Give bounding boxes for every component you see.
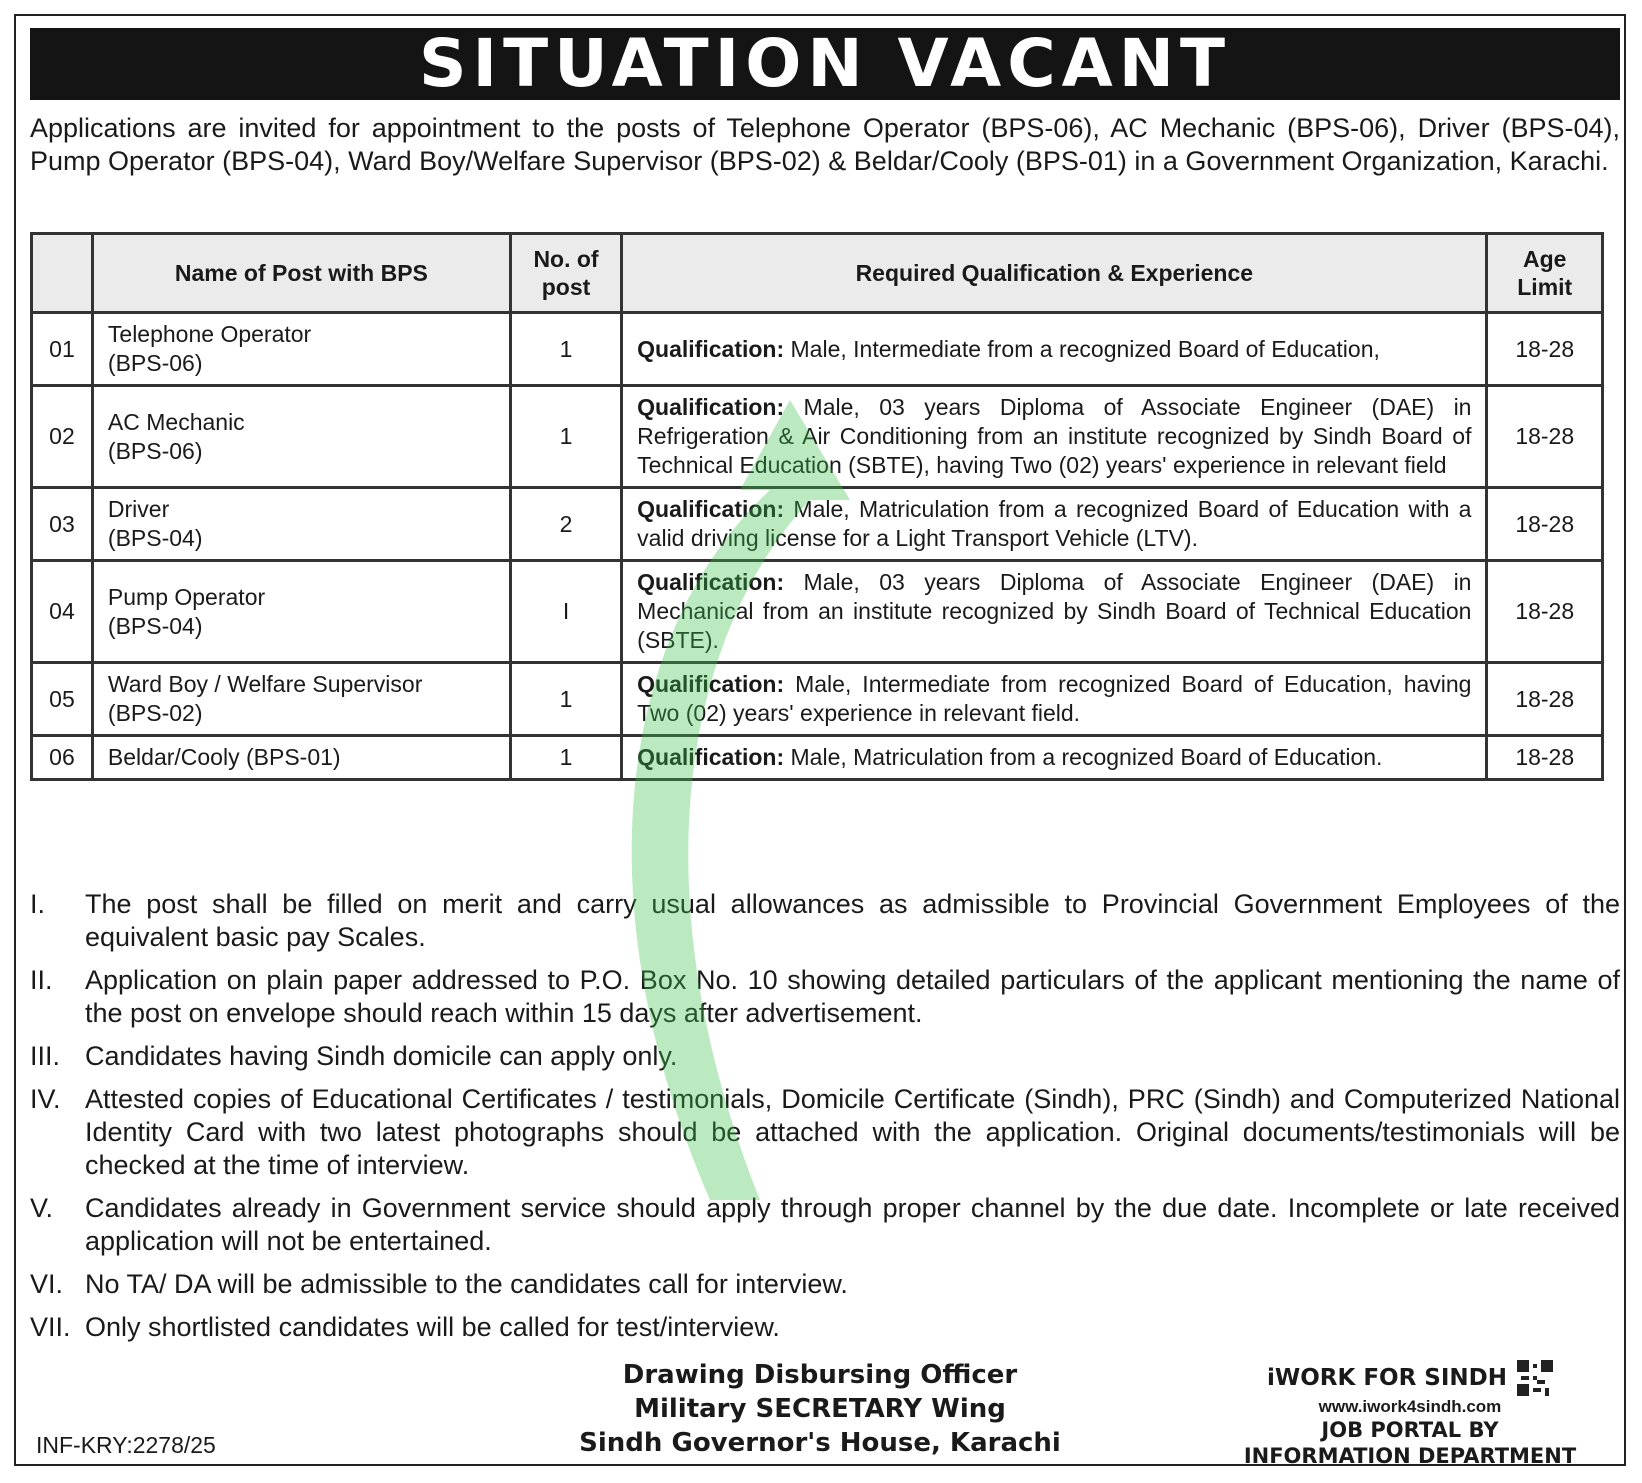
signoff-block (520, 1358, 1120, 1460)
header-sno (32, 234, 93, 313)
qualification-cell (622, 488, 1487, 561)
post-count: 1 (510, 386, 621, 488)
age-limit: 18-28 (1487, 313, 1603, 386)
post-count: 1 (510, 313, 621, 386)
post-cell (92, 561, 510, 663)
note-text: Application on plain paper addressed to P.O. Box No. 10 showing detailed particulars of the applicant mentioning the name of the post on envelope should reach within 15 days after advertisement. (85, 965, 1620, 1028)
qualification-cell (622, 663, 1487, 736)
post-count: 2 (510, 488, 621, 561)
row-number: 02 (32, 386, 93, 488)
post-count: 1 (510, 736, 621, 780)
post-bps: (BPS-02) (107, 700, 203, 726)
age-limit: 18-28 (1487, 663, 1603, 736)
portal-brand-text: iWORK FOR SINDH (1266, 1365, 1508, 1391)
note-text: No TA/ DA will be admissible to the candidates call for interview. (85, 1269, 848, 1299)
post-cell (92, 386, 510, 488)
note-number: III. (30, 1041, 61, 1071)
qualification-text: Male, Matriculation from a recognized Board of Education with a valid driving license for a Light Transport Vehicle (LTV). (637, 496, 1472, 551)
post-name: Driver (107, 496, 170, 522)
note-number: VI. (30, 1269, 64, 1299)
signoff-address: Sindh Governor's House, Karachi (579, 1428, 1061, 1458)
portal-url: www.iwork4sindh.com (1318, 1397, 1502, 1416)
table-row (32, 561, 1603, 663)
post-bps: (BPS-06) (107, 350, 203, 376)
row-number: 01 (32, 313, 93, 386)
post-cell (92, 663, 510, 736)
list-item (30, 1083, 1620, 1182)
qualification-text: Male, Intermediate from a recognized Board of Education, (790, 335, 1380, 362)
signoff-wing: Military SECRETARY Wing (634, 1394, 1006, 1424)
title-banner (30, 25, 1620, 102)
signoff-officer: Drawing Disbursing Officer (622, 1360, 1018, 1390)
table-row (32, 386, 1603, 488)
qualification-text: Male, 03 years Diploma of Associate Engineer (DAE) in Mechanical from an institute recognized by Sindh Board of Technical Education (SBTE). (637, 569, 1472, 653)
note-text: Candidates already in Government service should apply through proper channel by the due date. Incomplete or late received application will not be entertained. (85, 1193, 1620, 1256)
qr-code-icon (1517, 1360, 1553, 1396)
note-number: VII. (30, 1312, 71, 1342)
table-row (32, 488, 1603, 561)
age-limit: 18-28 (1487, 386, 1603, 488)
table-header-row (32, 234, 1603, 313)
qualification-text: Male, Intermediate from recognized Board of Education, having Two (02) years' experience in relevant field. (637, 671, 1472, 726)
qualification-label: Qualification: (637, 569, 785, 595)
post-count: I (510, 561, 621, 663)
note-text: Candidates having Sindh domicile can apply only. (85, 1041, 678, 1071)
age-limit: 18-28 (1487, 561, 1603, 663)
list-item (30, 1268, 1620, 1301)
header-post: Name of Post with BPS (92, 234, 510, 313)
note-text: The post shall be filled on merit and carry usual allowances as admissible to Provincial Government Employees of the equivalent basic pay Scales. (85, 889, 1620, 952)
post-name: Beldar/Cooly (BPS-01) (107, 744, 341, 770)
row-number: 06 (32, 736, 93, 780)
portal-line-2: INFORMATION DEPARTMENT (1243, 1444, 1577, 1468)
list-item (30, 1192, 1620, 1258)
age-limit: 18-28 (1487, 488, 1603, 561)
reference-number: INF-KRY:2278/25 (36, 1432, 216, 1458)
table-row (32, 736, 1603, 780)
post-bps: (BPS-04) (107, 525, 203, 551)
header-age: Age Limit (1487, 234, 1603, 313)
intro-paragraph: Applications are invited for appointment to the posts of Telephone Operator (BPS-06), AC Mechanic (BPS-06), Driver (BPS-04), Pump Operator (BPS-04), Ward Boy/Welfare Supervisor (BPS-02) & Beldar/Cooly (BPS-01) in a Government Organization, Karachi. (30, 113, 1620, 176)
post-cell (92, 488, 510, 561)
note-text: Attested copies of Educational Certificates / testimonials, Domicile Certificate (Sindh), PRC (Sindh) and Computerized National Identity Card with two latest photographs should be attached with the application. Original documents/testimonials will be checked at the time of interview. (85, 1084, 1620, 1180)
note-number: I. (30, 889, 46, 919)
qualification-label: Qualification: (637, 335, 785, 362)
row-number: 05 (32, 663, 93, 736)
table-row (32, 663, 1603, 736)
post-name: Pump Operator (107, 583, 266, 610)
note-number: V. (30, 1193, 54, 1223)
qualification-label: Qualification: (637, 394, 785, 420)
post-cell (92, 736, 510, 780)
job-portal-block (1220, 1360, 1600, 1469)
qualification-cell (622, 736, 1487, 780)
header-count: No. of post (510, 234, 621, 313)
list-item (30, 1311, 1620, 1344)
list-item (30, 888, 1620, 954)
post-name: Ward Boy / Welfare Supervisor (107, 671, 423, 697)
posts-table (30, 232, 1604, 781)
list-item (30, 964, 1620, 1030)
qualification-cell (622, 561, 1487, 663)
post-name: AC Mechanic (107, 408, 245, 435)
post-cell (92, 313, 510, 386)
qualification-text: Male, Matriculation from a recognized Board of Education. (790, 744, 1383, 770)
qualification-cell (622, 313, 1487, 386)
post-name: Telephone Operator (107, 321, 312, 347)
qualification-label: Qualification: (637, 744, 785, 770)
row-number: 03 (32, 488, 93, 561)
list-item (30, 1040, 1620, 1073)
post-bps: (BPS-04) (107, 612, 203, 639)
post-count: 1 (510, 663, 621, 736)
note-number: IV. (30, 1084, 61, 1114)
qualification-cell (622, 386, 1487, 488)
qualification-label: Qualification: (637, 671, 785, 697)
page-title: SITUATION VACANT (419, 25, 1231, 102)
note-number: II. (30, 965, 53, 995)
post-bps: (BPS-06) (107, 437, 203, 464)
portal-line-1: JOB PORTAL BY (1321, 1418, 1499, 1442)
qualification-text: Male, 03 years Diploma of Associate Engineer (DAE) in Refrigeration & Air Conditioning from an institute recognized by Sindh Board of Technical Education (SBTE), having Two (02) years' experience in relevant field (637, 394, 1472, 478)
note-text: Only shortlisted candidates will be called for test/interview. (85, 1312, 780, 1342)
age-limit: 18-28 (1487, 736, 1603, 780)
qualification-label: Qualification: (637, 496, 785, 522)
header-qualification: Required Qualification & Experience (622, 234, 1487, 313)
portal-brand (1220, 1360, 1600, 1396)
terms-list (30, 888, 1620, 1354)
row-number: 04 (32, 561, 93, 663)
table-row (32, 313, 1603, 386)
